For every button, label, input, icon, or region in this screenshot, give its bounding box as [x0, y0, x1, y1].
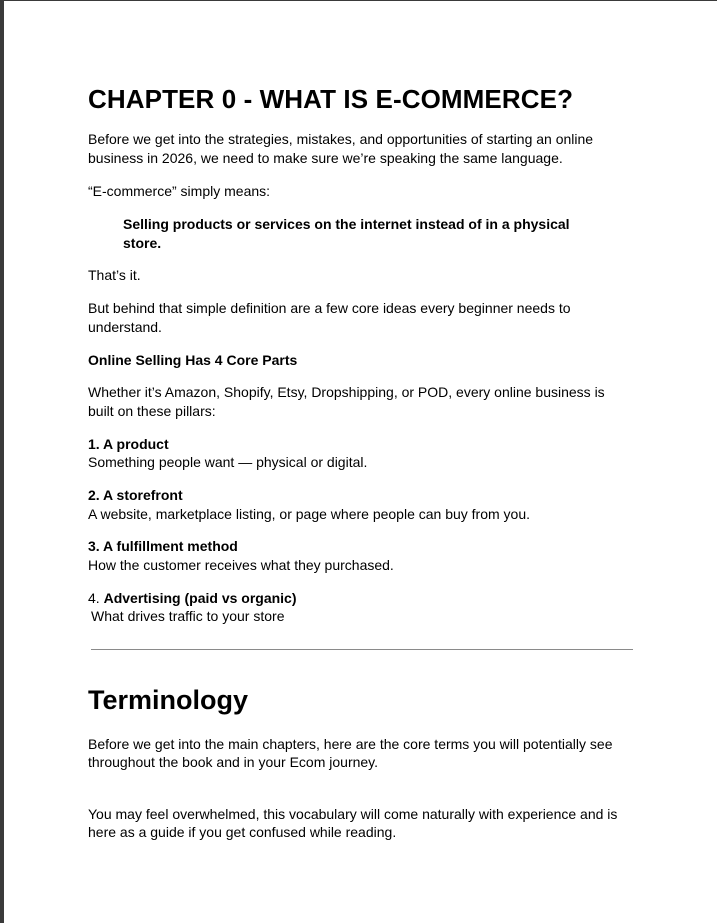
part-title-product: 1. A product [88, 436, 169, 452]
behind-definition-line-2: understand. [88, 319, 162, 335]
terminology-paragraph-2-line-1: You may feel overwhelmed, this vocabulary will come naturally with experience and is [88, 806, 618, 822]
part-description-product: Something people want — physical or digital. [88, 454, 368, 470]
part-number-advertising: 4. [88, 590, 104, 606]
part-title-advertising [88, 589, 297, 608]
definition-quote-line-2: store. [123, 235, 162, 251]
definition-quote-line-1: Selling products or services on the internet instead of in a physical [123, 216, 570, 232]
pillars-line-2: built on these pillars: [88, 403, 216, 419]
part-description-fulfillment: How the customer receives what they purchased. [88, 557, 394, 573]
thats-it-text: That’s it. [88, 267, 141, 283]
intro-paragraph-line-1: Before we get into the strategies, mistakes, and opportunities of starting an online [88, 131, 594, 147]
section-divider [91, 649, 633, 650]
terminology-paragraph-2-line-2: here as a guide if you get confused while reading. [88, 824, 397, 840]
behind-definition-line-1: But behind that simple definition are a few core ideas every beginner needs to [88, 300, 571, 316]
terminology-paragraph-1-line-1: Before we get into the main chapters, here are the core terms you will potentially see [88, 736, 613, 752]
pillars-line-1: Whether it’s Amazon, Shopify, Etsy, Dropshipping, or POD, every online business is [88, 384, 605, 400]
terminology-heading: Terminology [88, 685, 249, 715]
part-title-storefront: 2. A storefront [88, 487, 183, 503]
simply-means-text: “E-commerce” simply means: [88, 183, 271, 199]
terminology-paragraph-1-line-2: throughout the book and in your Ecom journey. [88, 754, 379, 770]
core-parts-heading: Online Selling Has 4 Core Parts [88, 352, 298, 368]
part-title-fulfillment: 3. A fulfillment method [88, 538, 238, 554]
part-title-advertising-text: Advertising (paid vs organic) [103, 590, 297, 606]
intro-paragraph-line-2: business in 2026, we need to make sure we’re speaking the same language. [88, 150, 563, 166]
part-description-advertising: What drives traffic to your store [91, 608, 285, 624]
part-description-storefront: A website, marketplace listing, or page where people can buy from you. [88, 506, 531, 522]
chapter-title: CHAPTER 0 - WHAT IS E-COMMERCE? [88, 84, 574, 114]
